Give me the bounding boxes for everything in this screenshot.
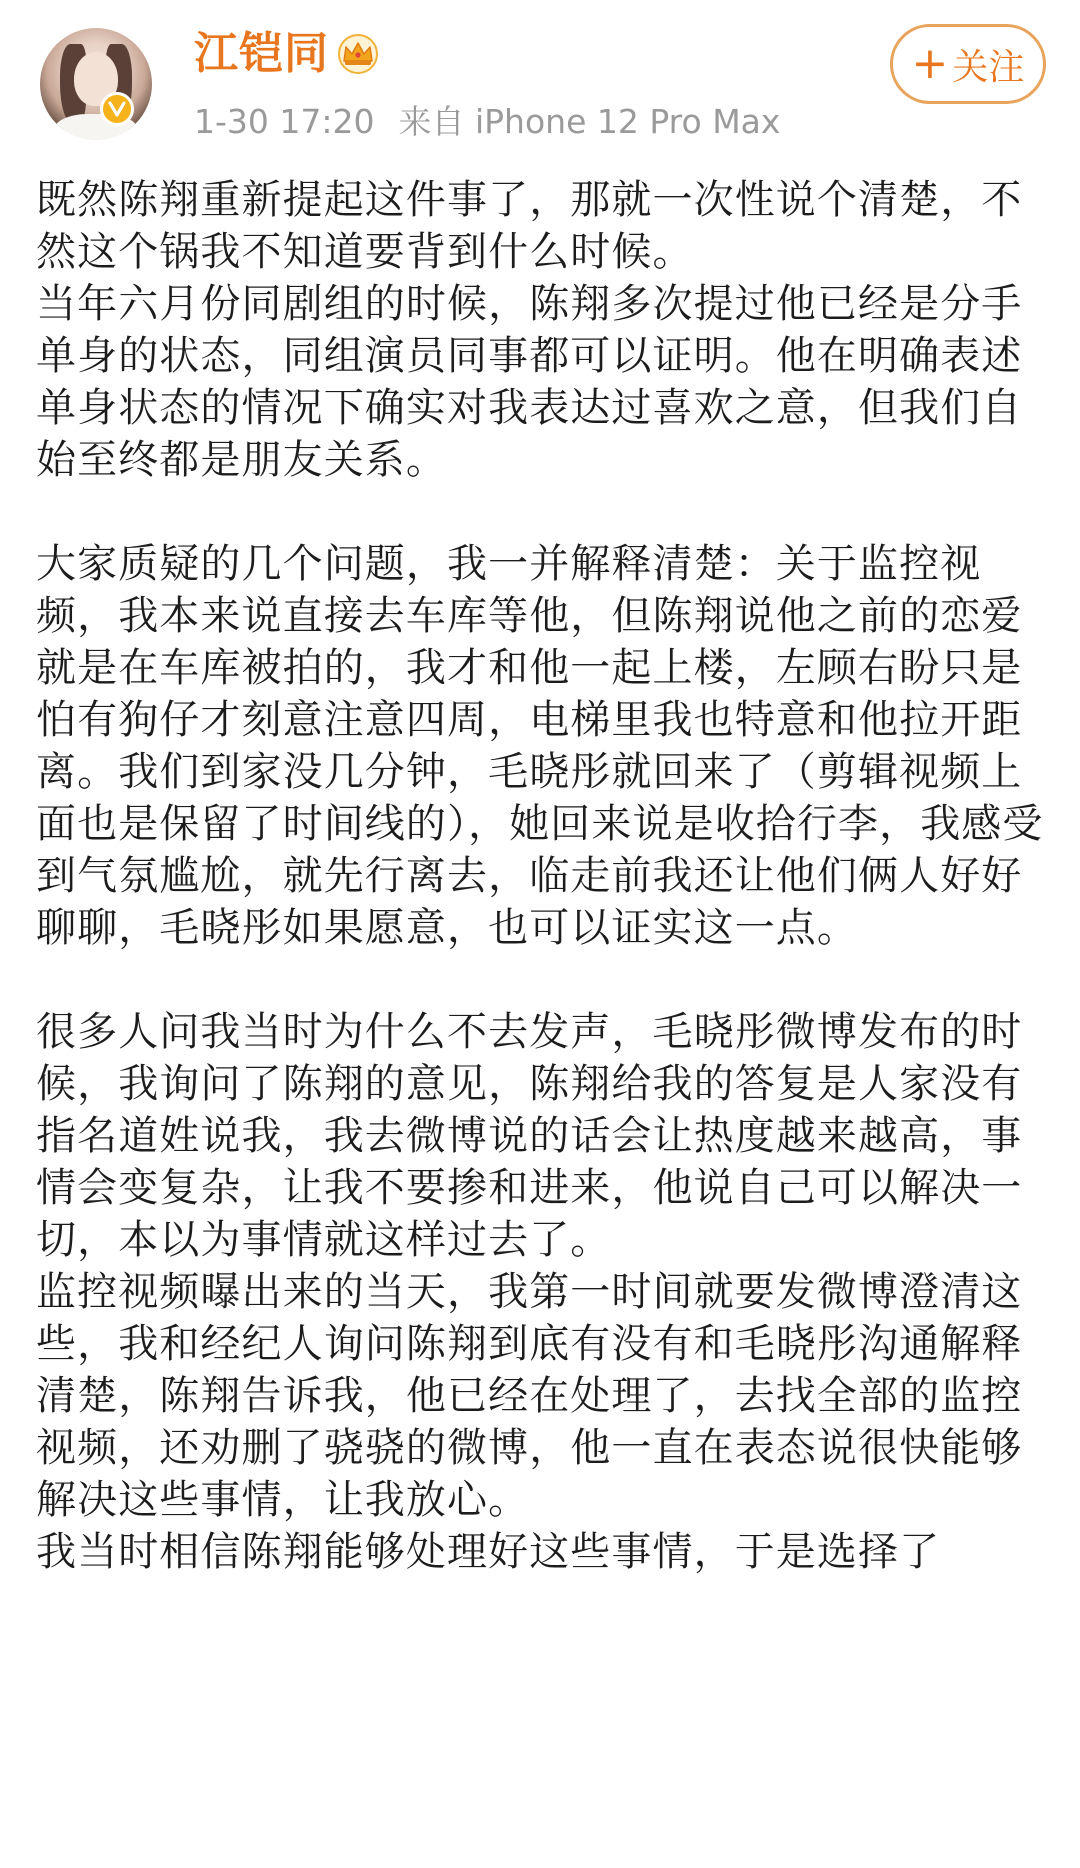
post-content bbox=[36, 174, 1046, 1578]
post-paragraph: 既然陈翔重新提起这件事了，那就一次性说个清楚，不然这个锅我不知道要背到什么时候。 bbox=[36, 177, 1023, 275]
avatar[interactable] bbox=[40, 28, 152, 140]
crown-icon[interactable] bbox=[336, 34, 380, 74]
post-meta bbox=[194, 100, 780, 144]
post-paragraph: 我当时相信陈翔能够处理好这些事情，于是选择了 bbox=[36, 1529, 941, 1575]
verified-icon bbox=[100, 92, 134, 126]
verified-v-glyph bbox=[108, 101, 126, 117]
plus-icon: + bbox=[911, 38, 949, 89]
post-header bbox=[0, 0, 1080, 165]
paragraph-gap bbox=[36, 954, 1046, 1006]
post-paragraph: 很多人问我当时为什么不去发声，毛晓彤微博发布的时候，我询问了陈翔的意见，陈翔给我的答复是人家没有指名道姓说我，我去微博说的话会让热度越来越高，事情会变复杂，让我不要掺和进来，他说自己可以解决一切，本以为事情就这样过去了。 bbox=[36, 1009, 1023, 1263]
post-source[interactable]: 来自 iPhone 12 Pro Max bbox=[398, 102, 781, 141]
post-time: 1-30 17:20 bbox=[194, 102, 375, 141]
follow-label: 关注 bbox=[952, 46, 1025, 88]
post-paragraph: 当年六月份同剧组的时候，陈翔多次提过他已经是分手单身的状态，同组演员同事都可以证明。他在明确表述单身状态的情况下确实对我表达过喜欢之意，但我们自始至终都是朋友关系。 bbox=[36, 281, 1023, 483]
paragraph-gap bbox=[36, 486, 1046, 538]
follow-button[interactable] bbox=[890, 24, 1046, 104]
author-name[interactable]: 江铠同 bbox=[194, 28, 329, 79]
post-paragraph: 监控视频曝出来的当天，我第一时间就要发微博澄清这些，我和经纪人询问陈翔到底有没有和毛晓彤沟通解释清楚，陈翔告诉我，他已经在处理了，去找全部的监控视频，还劝删了骁骁的微博，他一直在表态说很快能够解决这些事情，让我放心。 bbox=[36, 1269, 1023, 1523]
post-paragraph: 大家质疑的几个问题，我一并解释清楚：关于监控视频，我本来说直接去车库等他，但陈翔说他之前的恋爱就是在车库被拍的，我才和他一起上楼，左顾右盼只是怕有狗仔才刻意注意四周，电梯里我也特意和他拉开距离。我们到家没几分钟，毛晓彤就回来了（剪辑视频上面也是保留了时间线的），她回来说是收拾行李，我感受到气氛尴尬，就先行离去，临走前我还让他们俩人好好聊聊，毛晓彤如果愿意，也可以证实这一点。 bbox=[36, 541, 1044, 951]
